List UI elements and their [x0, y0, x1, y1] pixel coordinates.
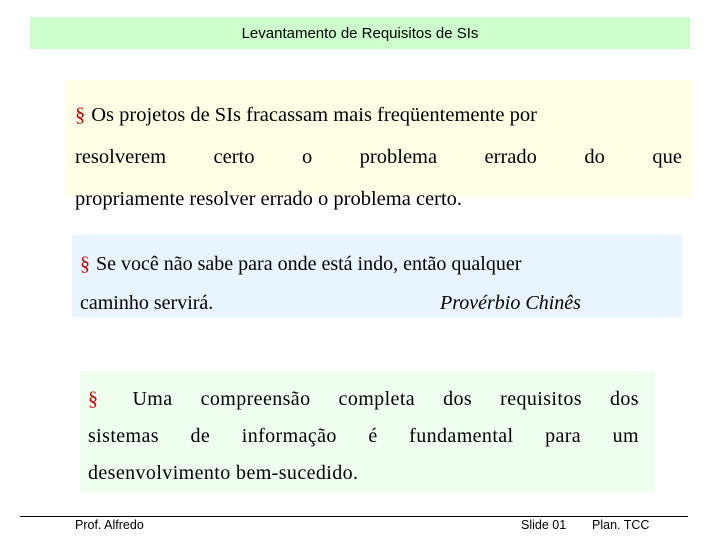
box3-word: de [190, 425, 211, 447]
box3-word: completa [338, 388, 416, 410]
box3-word: requisitos [500, 388, 582, 410]
box3-word: é [368, 425, 378, 447]
box3-word: informação [241, 425, 337, 447]
box1-word: do [584, 146, 605, 168]
box2-line1-text: Se você não sabe para onde está indo, então qualquer [96, 253, 522, 275]
section-bullet-icon: § [88, 388, 99, 410]
quote-box-1 [65, 80, 692, 210]
quote-box-3 [80, 371, 655, 492]
box2-line2 [80, 284, 674, 323]
box3-word: Uma [132, 388, 173, 410]
box3-word: para [545, 425, 582, 447]
box3-word: um [612, 425, 639, 447]
box3-word: compreensão [200, 388, 311, 410]
footer-course: Plan. TCC [592, 518, 650, 532]
footer-author: Prof. Alfredo [75, 518, 144, 532]
box1-line3: propriamente resolver errado o problema certo. [75, 188, 463, 210]
slide-header [30, 17, 690, 49]
box3-word: dos [443, 388, 473, 410]
section-bullet-icon: § [75, 104, 86, 126]
box3-line2 [88, 418, 639, 455]
box2-line2-text: caminho servirá. [80, 292, 214, 314]
section-bullet-icon: § [80, 253, 90, 275]
box3-word: dos [609, 388, 639, 410]
box1-line1-text: Os projetos de SIs fracassam mais freqüentemente por [91, 104, 537, 126]
box1-word: o [301, 146, 313, 168]
header-title: Levantamento de Requisitos de SIs [241, 24, 479, 42]
proverb-attribution: Provérbio Chinês [440, 292, 581, 314]
box3-word: sistemas [88, 425, 159, 447]
footer-divider [20, 516, 688, 517]
box3-line3: desenvolvimento bem-sucedido. [88, 462, 359, 484]
box3-line1 [88, 381, 639, 418]
box1-line1 [75, 94, 682, 136]
box1-line2 [75, 136, 682, 178]
quote-box-2 [72, 235, 682, 317]
box1-word: que [652, 146, 682, 168]
box1-word: problema [359, 146, 438, 168]
footer-slide-number: Slide 01 [521, 518, 567, 532]
box1-word: errado [484, 146, 537, 168]
box2-line1 [80, 245, 674, 284]
box3-word: fundamental [409, 425, 514, 447]
box1-word: resolverem [75, 146, 167, 168]
box1-word: certo [213, 146, 255, 168]
